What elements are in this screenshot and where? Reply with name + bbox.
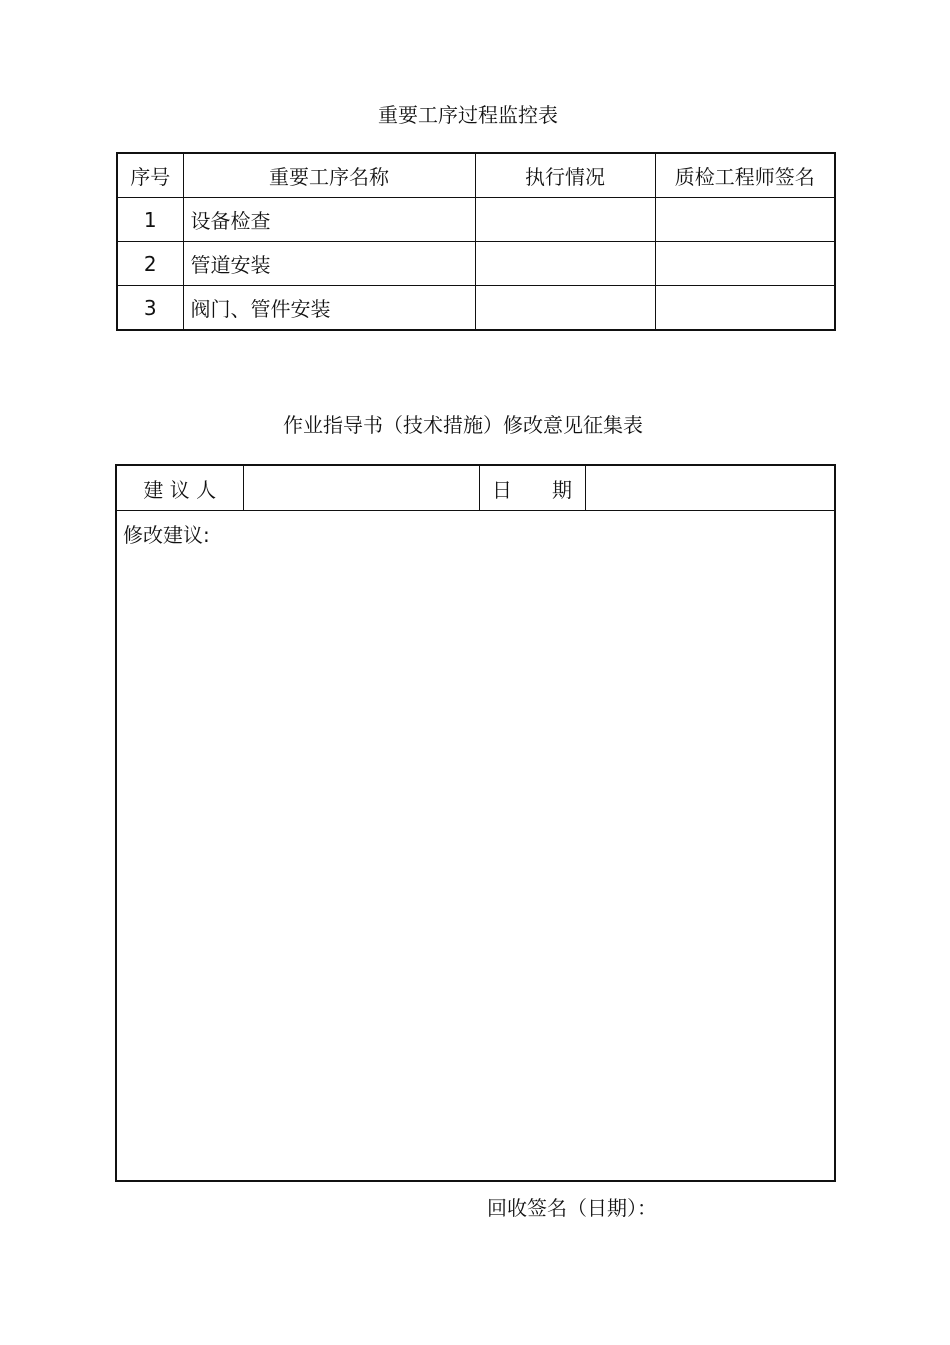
row-signature-cell[interactable] bbox=[655, 242, 835, 286]
suggestion-area[interactable] bbox=[116, 511, 835, 1182]
row-seq: 2 bbox=[117, 242, 183, 286]
proposer-row bbox=[116, 465, 835, 511]
row-status-cell[interactable] bbox=[475, 242, 655, 286]
table-row bbox=[117, 198, 835, 242]
header-seq: 序号 bbox=[117, 153, 183, 198]
table-row bbox=[117, 286, 835, 331]
row-signature-cell[interactable] bbox=[655, 198, 835, 242]
header-status: 执行情况 bbox=[475, 153, 655, 198]
row-process-name: 设备检查 bbox=[183, 198, 475, 242]
row-seq: 1 bbox=[117, 198, 183, 242]
table-row bbox=[117, 242, 835, 286]
proposer-field[interactable] bbox=[243, 465, 479, 511]
recovery-signature-label: 回收签名（日期）： bbox=[487, 1196, 657, 1220]
proposer-label: 建 议 人 bbox=[116, 465, 243, 511]
suggestion-label: 修改建议: bbox=[123, 523, 210, 547]
row-process-name: 阀门、管件安装 bbox=[183, 286, 475, 331]
date-field[interactable] bbox=[585, 465, 835, 511]
row-status-cell[interactable] bbox=[475, 286, 655, 331]
feedback-table bbox=[115, 464, 836, 1182]
header-process-name: 重要工序名称 bbox=[183, 153, 475, 198]
row-status-cell[interactable] bbox=[475, 198, 655, 242]
table-header-row bbox=[117, 153, 835, 198]
feedback-form-title: 作业指导书（技术措施）修改意见征集表 bbox=[283, 413, 643, 437]
date-label: 日 期 bbox=[479, 465, 585, 511]
row-seq: 3 bbox=[117, 286, 183, 331]
monitor-form-title: 重要工序过程监控表 bbox=[378, 103, 558, 127]
header-signature: 质检工程师签名 bbox=[655, 153, 835, 198]
row-signature-cell[interactable] bbox=[655, 286, 835, 331]
suggestion-row bbox=[116, 511, 835, 1182]
monitor-table bbox=[116, 152, 836, 331]
row-process-name: 管道安装 bbox=[183, 242, 475, 286]
